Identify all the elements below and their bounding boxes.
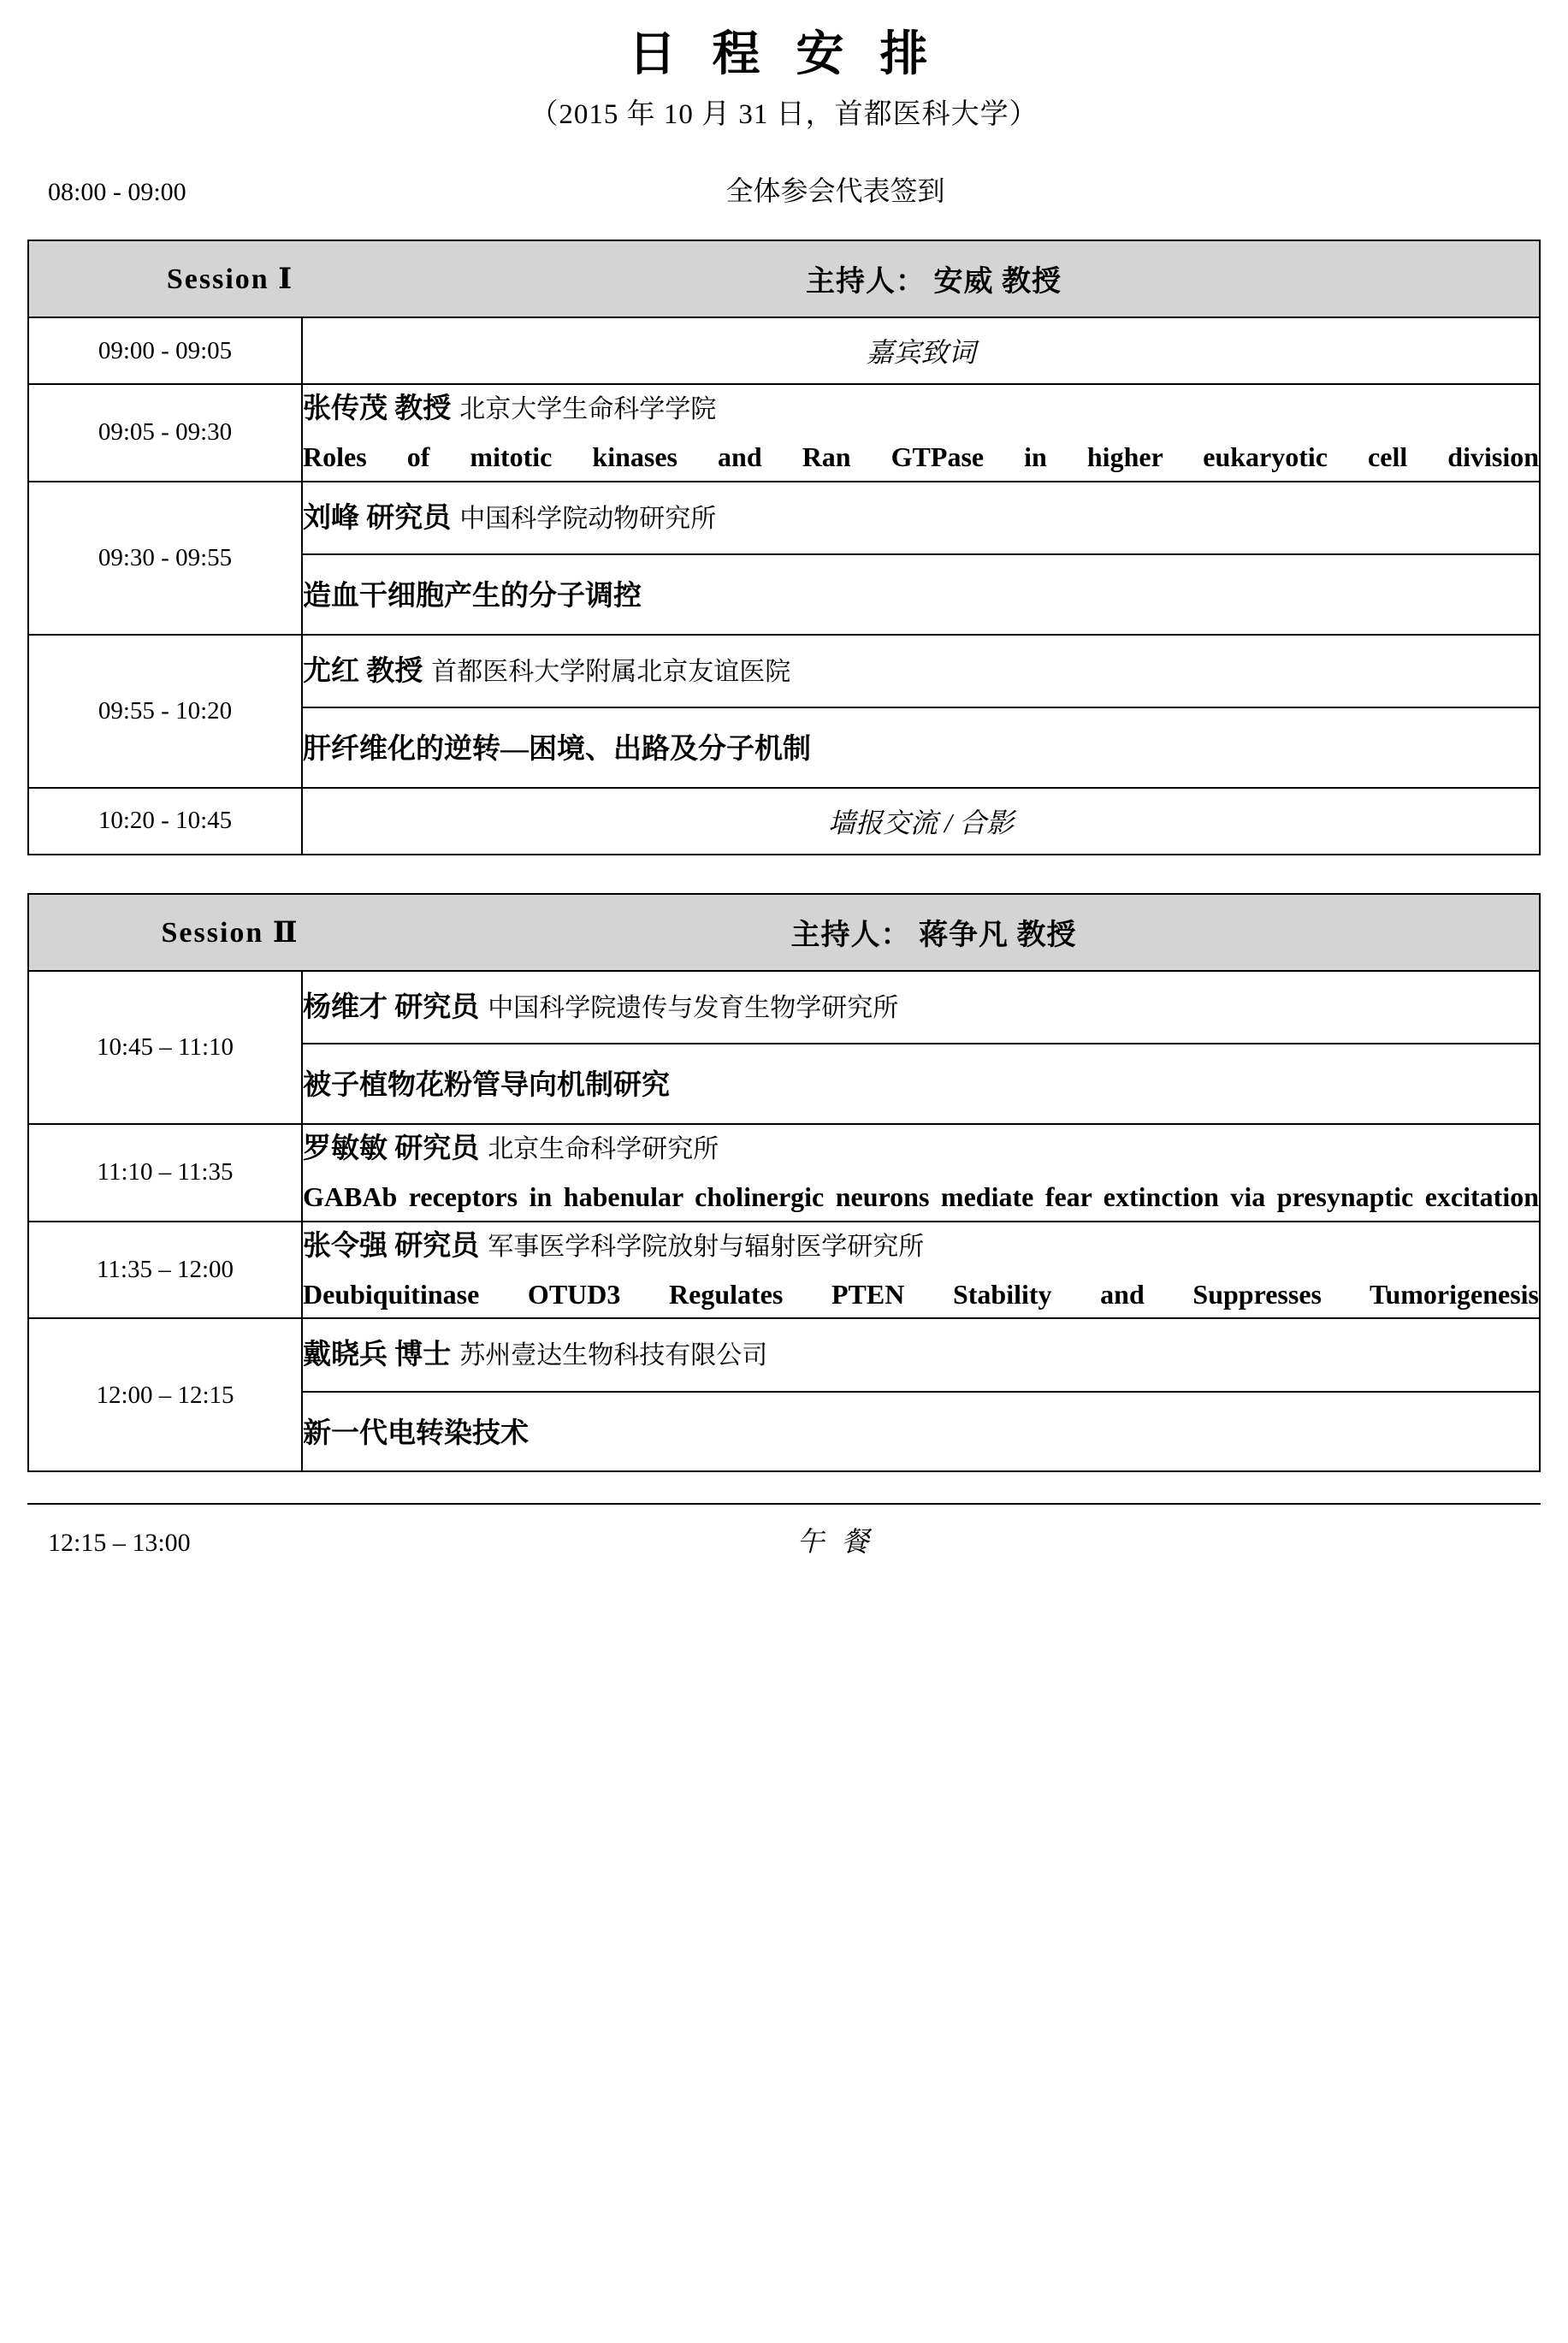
page-title: 日 程 安 排 [628,28,940,81]
session-1-table [27,240,1541,855]
speaker-affiliation: 北京大学生命科学学院 [459,394,717,423]
speaker-cell [302,482,1540,555]
session-1-header-cell [28,240,1540,317]
time-cell: 12:00 – 12:15 [28,1318,302,1471]
table-row [28,482,1540,555]
speaker-cell [302,1318,1540,1392]
time-cell: 09:55 - 10:20 [28,635,302,788]
speaker-affiliation: 苏州壹达生物科技有限公司 [459,1341,768,1370]
time-cell: 09:05 - 09:30 [28,384,302,482]
session-2-header-cell [28,894,1540,971]
table-row [28,1222,1540,1319]
speaker-line [303,1128,1539,1171]
speaker-line [303,1334,1539,1377]
session-1-chair: 主持人： 安威 教授 [806,266,1062,299]
time-cell: 10:45 – 11:10 [28,971,302,1124]
break-label: 墙报交流 / 合影 [302,788,1540,855]
talk-title-cell [302,707,1540,788]
talk-title-cell [302,1392,1540,1472]
table-row [28,1318,1540,1392]
speaker-name: 张传茂 教授 [303,393,452,424]
talk-cell [302,1222,1540,1319]
talk-title: 新一代电转染技术 [303,1417,529,1449]
session-1-name: Session Ⅰ [166,263,294,295]
page-subtitle: （2015 年 10 月 31 日，首都医科大学） [530,98,1038,130]
speaker-name: 杨维才 研究员 [303,991,480,1023]
time-cell: 09:00 - 09:05 [28,317,302,384]
registration-label: 全体参会代表签到 [725,175,945,206]
talk-cell [302,1124,1540,1222]
table-row [28,788,1540,855]
talk-title: Deubiquitinase OTUD3 Regulates PTEN Stability and Suppresses Tumorigenesis [303,1279,1539,1311]
speaker-affiliation: 军事医学科学院放射与辐射医学研究所 [488,1232,925,1261]
talk-title: GABAb receptors in habenular cholinergic neurons mediate fear extinction via presynaptic excitation [303,1181,1539,1213]
speaker-affiliation: 中国科学院遗传与发育生物学研究所 [488,993,899,1022]
speaker-line [303,1226,1539,1269]
time-cell: 09:30 - 09:55 [28,482,302,635]
lunch-label: 午 餐 [796,1526,874,1558]
time-cell: 11:10 – 11:35 [28,1124,302,1222]
speaker-line [303,651,1539,694]
registration-time: 08:00 - 09:00 [48,177,186,206]
session-2-chair: 主持人： 蒋争凡 教授 [790,920,1077,952]
speaker-name: 尤红 教授 [303,655,423,687]
speaker-line [303,388,1539,431]
speaker-line [303,498,1539,541]
registration-row [27,169,1541,209]
speaker-line [303,987,1539,1030]
lunch-time: 12:15 – 13:00 [48,1529,191,1558]
speaker-affiliation: 北京生命科学研究所 [488,1134,719,1163]
talk-title: 肝纤维化的逆转—困境、出路及分子机制 [303,734,811,766]
talk-title-cell [302,554,1540,635]
table-row [28,384,1540,482]
speaker-name: 刘峰 研究员 [303,502,452,534]
speaker-affiliation: 首都医科大学附属北京友谊医院 [431,657,791,686]
session-2-name: Session Ⅱ [161,916,299,949]
session-2-header-row [28,894,1540,971]
table-row [28,971,1540,1044]
speaker-affiliation: 中国科学院动物研究所 [459,504,717,533]
session-2-table [27,893,1541,1473]
table-row [28,317,1540,384]
time-cell: 11:35 – 12:00 [28,1222,302,1319]
speaker-name: 张令强 研究员 [303,1230,480,1262]
ceremony-label: 嘉宾致词 [302,317,1540,384]
talk-title-cell [302,1044,1540,1124]
time-cell: 10:20 - 10:45 [28,788,302,855]
table-row [28,1124,1540,1222]
talk-title: 被子植物花粉管导向机制研究 [303,1070,670,1102]
session-1-header-row [28,240,1540,317]
speaker-name: 罗敏敏 研究员 [303,1133,480,1164]
talk-title: Roles of mitotic kinases and Ran GTPase in higher eukaryotic cell division [303,441,1539,473]
table-row [28,635,1540,708]
talk-cell [302,384,1540,482]
lunch-row [27,1503,1541,1559]
speaker-cell [302,635,1540,708]
speaker-name: 戴晓兵 博士 [303,1340,452,1371]
speaker-cell [302,971,1540,1044]
talk-title: 造血干细胞产生的分子调控 [303,581,642,612]
